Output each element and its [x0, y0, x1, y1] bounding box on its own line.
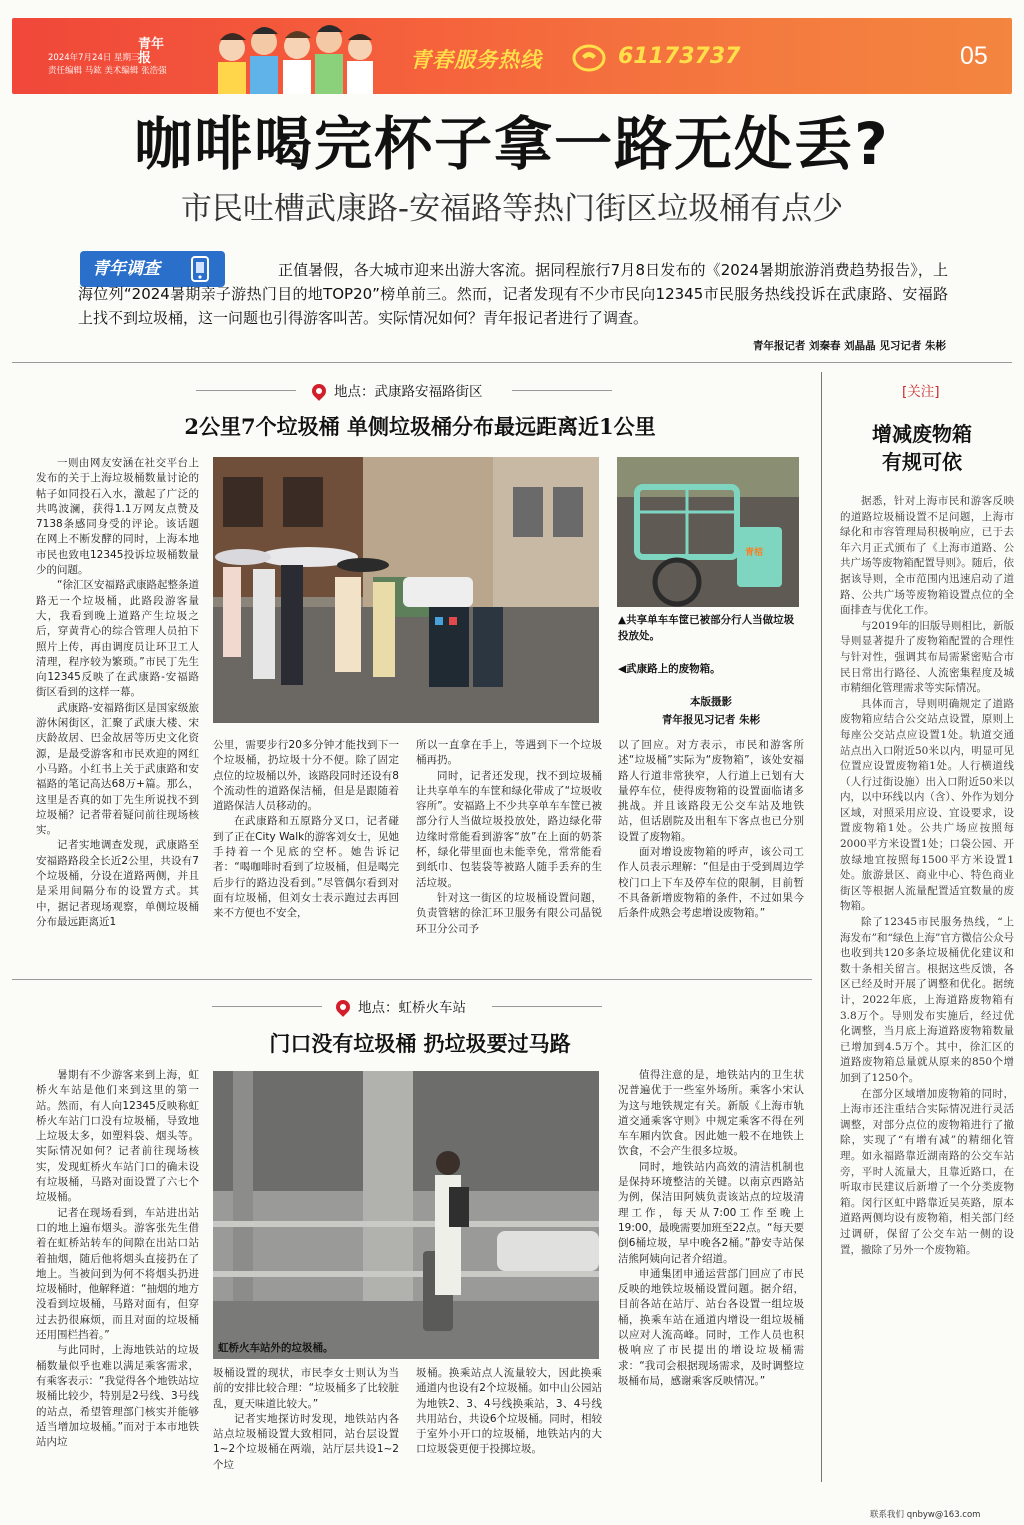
paragraph: 与此同时，上海地铁站的垃圾桶数量似乎也难以满足乘客需求，有乘客表示：“我觉得各个地铁站垃圾桶比较少，特别是2号线、3号线的站点，希望管理部门核实并能够适当增加垃圾桶。”而对于本市地铁站内垃 — [36, 1344, 199, 1449]
paragraph: 一则由网友安涵在社交平台上发布的关于上海垃圾桶数量讨论的帖子如同投石入水，激起了广泛的共鸣波澜，获得1.1万网友点赞及7138条感同身受的评论。该话题在网上不断发酵的同时，上海本地市民也致电12345投诉垃圾桶数量少的问题。 — [36, 457, 199, 577]
footer-email[interactable]: qnbyw@163.com — [906, 1510, 981, 1520]
paragraph: 面对增设废物箱的呼声，该公司工作人员表示理解：“但是由于受到周边学校门口上下车及停车位的限制，目前暂不具备新增废物箱的条件，不过如果今后条件成熟会考虑增设废物箱。” — [618, 846, 804, 920]
paragraph: 除了12345市民服务热线，“上海发布”和“绿色上海”官方微信公众号也收到共120多条垃圾桶优化建议和数十条相关留言。根据这些反馈，各区已经及时开展了调整和优化。据统计，2022年底，上海道路废物箱有3.8万个。导则发布实施后，经过优化调整，当月底上海道路废物箱数量已增加到4.5万个。其中，徐汇区的道路废物箱总量就从原来的850个增加到了1250个。 — [840, 916, 1014, 1084]
paragraph: 记者实地调查发现，武康路至安福路路段全长近2公里，共设有7个垃圾桶，分设在道路两侧，并且是采用间隔分布的设置方式。其中，据记者现场观察，单侧垃圾桶分布最远距离近1 — [36, 839, 199, 928]
paragraph: 据悉，针对上海市民和游客反映的道路垃圾桶设置不足问题，上海市绿化和市容管理局积极响应，已于去年六月正式颁布了《上海市道路、公共广场等废物箱配置导则》。随后，依据该导则，全市范围内迅速启动了道路、公共广场等废物箱设置点位的全面排查与优化工作。 — [840, 495, 1014, 617]
youth-survey-tag-label: 青年调查 — [92, 259, 160, 279]
location-rule-left — [212, 1006, 322, 1007]
paragraph: 所以一直拿在手上，等遇到下一个垃圾桶再扔。 — [416, 739, 602, 767]
paragraph: 公里，需要步行20多分钟才能找到下一个垃圾桶，扔垃圾十分不便。除了固定点位的垃圾桶以外，该路段同时还设有8个流动性的道路保洁桶，但是是跟随着道路保洁人员移动的。 — [213, 739, 399, 813]
location-pin-icon — [333, 997, 353, 1017]
sidebar-title-line2: 有规可依 — [882, 450, 962, 474]
date-line: 2024年7月24日 星期三 — [48, 53, 140, 63]
section2-location — [336, 996, 466, 1016]
paragraph: 同时，记者还发现，找不到垃圾桶让共享单车的车筐和绿化带成了“垃圾收容所”。安福路上不少共享单车车筐已被部分行人当做垃圾投放处，路边绿化带边缘时常能看到游客“放”在上面的奶茶杯，绿化带里面也未能幸免，常常能看到纸巾、包装袋等被路人随手丢弃的生活垃圾。 — [416, 769, 602, 889]
section1-column-2 — [213, 738, 399, 966]
paragraph: 针对这一街区的垃圾桶设置问题，负责管辖的徐汇环卫服务有限公司晶锐环卫分公司予 — [416, 891, 602, 935]
paragraph: 同时，地铁站内高效的清洁机制也是保持环境整洁的关键。以南京西路站为例，保洁田阿姨负责该站点的垃圾清理工作，每天从7:00工作至晚上19:00，最晚需要加班至22点。“每天要倒6桶垃圾，早中晚各2桶。”静安寺站保洁熊阿姨向记者介绍道。 — [618, 1160, 804, 1265]
section2-column-1 — [36, 1068, 199, 1498]
page-number: 05 — [960, 42, 988, 70]
paragraph: 值得注意的是，地铁站内的卫生状况普遍优于一些室外场所。乘客小宋认为这与地铁规定有关。新版《上海市轨道交通乘客守则》中规定乘客不得在列车车厢内饮食。因此她一般不在地铁上饮食，不会产生很多垃圾。 — [618, 1069, 804, 1158]
hotline-number: 61173737 — [618, 44, 741, 69]
paragraph: 武康路-安福路街区是国家级旅游休闲街区，汇聚了武康大楼、宋庆龄故居、巴金故居等历史文化资源，是最受游客和市民欢迎的网红小马路。小红书上关于武康路和安福路的笔记高达68万+篇。那么，这里是否真的如丁先生所说找不到垃圾桶？记者带着疑问前往现场核实。 — [36, 701, 199, 837]
paragraph: 暑期有不少游客来到上海，虹桥火车站是他们来到这里的第一站。然而，有人向12345反映称虹桥火车站门口没有垃圾桶，导致地上垃圾太多，如塑料袋、烟头等。实际情况如何？记者前往现场核实，发现虹桥火车站门口的确未设有垃圾桶，马路对面设置了六七个垃圾桶。 — [36, 1069, 199, 1204]
hongqiao-station-photo — [213, 1071, 599, 1359]
sidebar-tag: [关注] — [902, 384, 940, 400]
sub-headline: 市民吐槽武康路-安福路等热门街区垃圾桶有点少 — [180, 191, 844, 227]
footer-contact-label: 联系我们 — [870, 1510, 905, 1520]
footer-contact — [870, 1508, 980, 1520]
section1-column-3 — [416, 738, 602, 966]
location-rule-right — [492, 1006, 602, 1007]
section1-column-1 — [36, 456, 199, 966]
section2-column-2 — [213, 1366, 399, 1498]
paragraph: 与2019年的旧版导则相比，新版导则显著提升了废物箱配置的合理性与针对性，强调其布局需紧密贴合市民日常出行路径、人流密集程度及城市精细化管理需求等实际情况。 — [840, 619, 1014, 695]
bike-brand-text: 青桔 — [745, 548, 764, 558]
section2-column-4 — [618, 1068, 804, 1498]
cartoon-crowd-illustration — [202, 18, 382, 94]
paragraph: 圾桶设置的现状，市民李女士则认为当前的安排比较合理：“垃圾桶多了比较脏乱，夏天味道比较大。” — [213, 1367, 399, 1410]
section1-title: 2公里7个垃圾桶 单侧垃圾桶分布最远距离近1公里 — [184, 414, 656, 439]
location-pin-icon — [309, 381, 329, 401]
paragraph: 在武康路和五原路分叉口，记者碰到了正在City Walk的游客刘女士，见她手持着一个见底的空杯。她告诉记者：“喝咖啡时看到了垃圾桶，但是喝完后步行的路边没看到。”尽管偶尔看到对面有垃圾桶，但刘女士表示跑过去再回来不方便也不安全， — [213, 815, 399, 920]
paragraph: 记者实地探访时发现，地铁站内各站点垃圾桶设置大致相同，站台层设置1~2个垃圾桶在两端，站厅层共设1~2个垃 — [213, 1412, 399, 1471]
header-banner — [12, 18, 1012, 94]
sidebar-body — [840, 494, 1014, 1500]
bike-photo-caption: ▲共享单车车筐已被部分行人当做垃圾投放处。 — [618, 614, 795, 642]
section1-location-label: 地点：武康路安福路街区 — [334, 384, 483, 400]
editor-line: 责任编辑 马鈜 美术编辑 张浩强 — [48, 66, 167, 76]
shared-bike-basket-photo — [617, 457, 799, 607]
byline: 青年报记者 刘秦春 刘晶晶 见习记者 朱彬 — [752, 340, 946, 352]
sidebar-divider — [821, 372, 822, 1482]
paragraph: 记者在现场看到，车站进出站口的地上遍布烟头。游客张先生借着在虹桥站转车的间隙在出站口站着抽烟，随后他将烟头直接扔在了地上。当被问到为何不将烟头扔进垃圾桶时，他解释道：“抽烟的地方没看到垃圾桶，马路对面有，但穿过去扔很麻烦，而且对面的垃圾桶还用围栏挡着。” — [36, 1206, 199, 1342]
section2-column-3: 圾桶。换乘站点人流量较大，因此换乘通道内也设有2个垃圾桶。如中山公园站为地铁2、3、4号线换乘站，3、4号线共用站台，共设6个垃圾桶。同时，相较于室外小开口的垃圾桶，地铁站内的大口垃圾袋更便于投掷垃圾。 — [416, 1367, 602, 1456]
lead-paragraph: 正值暑假，各大城市迎来出游大客流。据同程旅行7月8日发布的《2024暑期旅游消费趋势报告》，上海位列“2024暑期亲子游热门目的地TOP20”榜单前三。然而，记者发现有不少市民向12345市民服务热线投诉在武康路、安福路上找不到垃圾桶，这一问题也引得游客叫苦。实际情况如何？青年报记者进行了调查。 — [78, 261, 948, 327]
wukang-road-street-photo — [213, 457, 599, 723]
paragraph: 申通集团申通运营部门回应了市民反映的地铁垃圾桶设置问题。据介绍，目前各站在站厅、站台各设置一组垃圾桶，换乘车站在通道内增设一组垃圾桶以应对人流高峰。同时，工作人员也积极响应了市民提出的增设垃圾桶需求：“我司会根据现场需求，及时调整垃圾桶布局，感谢乘客反映情况。” — [618, 1267, 804, 1387]
location-rule-left — [196, 390, 296, 391]
divider — [12, 362, 1012, 363]
paragraph: 在部分区域增加废物箱的同时，上海市还注重结合实际情况进行灵活调整，对部分点位的废物箱进行了撤除，实现了“有增有减”的精细化管理。如永福路靠近湖南路的公交车站旁，平时人流量大，且靠近路口，在听取市民建议后新增了一个分类废物箱。闵行区虹中路靠近吴英路，原本道路两侧均设有废物箱，相关部门经过调研，保留了公交车站一侧的设置，撤除了另外一个废物箱。 — [840, 1087, 1014, 1256]
section2-location-label: 地点：虹桥火车站 — [358, 1000, 466, 1016]
hotline-label: 青春服务热线 — [410, 48, 542, 72]
location-rule-right — [512, 390, 612, 391]
paper-logo: 青年报 — [138, 37, 165, 66]
station-photo-caption: 虹桥火车站外的垃圾桶。 — [218, 1342, 334, 1354]
photo-credit-label: 本版摄影 — [690, 696, 732, 708]
main-headline: 咖啡喝完杯子拿一路无处丢? — [134, 110, 890, 178]
section2-title: 门口没有垃圾桶 扔垃圾要过马路 — [269, 1031, 571, 1056]
paragraph: 具体而言，导则明确规定了道路废物箱应结合公交站点设置，原则上每座公交站点应设置1处。轨道交通站点出入口附近50米以内，明显可见位置应设置废物箱1处。人行横道线（人行过街设施）出入口附近50米以内，以中环线以内（含）、外作为划分区域，对照采用应设、宜设要求，设置废物箱1处。公共广场应按照每2000平方米设置1处；口袋公园、开放绿地宜按照每1500平方米设置1处。旅游景区、商业中心、特色商业街区等根据人流量配置适宜数量的废物箱。 — [840, 697, 1014, 913]
section1-column-4 — [618, 738, 804, 966]
paragraph: 以了回应。对方表示，市民和游客所述“垃圾桶”实际为“废物箱”，该处安福路人行道非常狭窄，人行道上已划有大量停车位，使得废物箱的设置面临诸多挑战。并且该路段无公交车站及地铁站，但话剧院及出租车下客点也已分别设置了废物箱。 — [618, 739, 804, 843]
phone-icon — [572, 44, 606, 72]
section-divider — [12, 979, 812, 980]
paragraph: “徐汇区安福路武康路起整条道路无一个垃圾桶，此路段游客量大，我看到晚上道路产生垃圾之后，穿黄背心的综合管理人员拍下照片上传，再由调度员让环卫工人清理，程序较为繁琐。”市民丁先生向12345反映了在武康路-安福路街区看到的这样一幕。 — [36, 579, 199, 699]
section1-location — [312, 380, 483, 400]
street-photo-caption: ◀武康路上的废物箱。 — [618, 663, 721, 675]
photo-credit: 青年报见习记者 朱彬 — [661, 714, 761, 726]
sidebar-title-line1: 增减废物箱 — [872, 422, 972, 446]
